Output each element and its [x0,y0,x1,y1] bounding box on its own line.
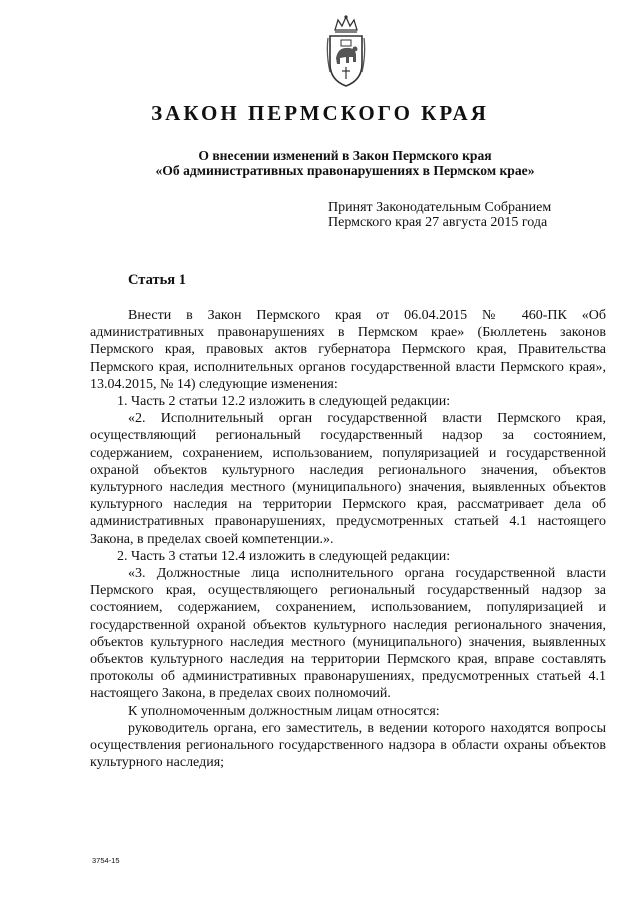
law-title: ЗАКОН ПЕРМСКОГО КРАЯ [151,101,489,125]
adoption-note [328,200,551,230]
document-code: 3754-15 [92,856,120,865]
law-subtitle [0,148,640,178]
adoption-line-2: Пермского края 27 августа 2015 года [328,215,548,230]
paragraph-item-2: 2. Часть 3 статьи 12.4 изложить в следующей редакции: [117,548,451,564]
subtitle-line-2: «Об административных правонарушениях в Пермском крае» [155,163,535,178]
article-heading: Статья 1 [128,272,186,288]
paragraph-officials-head: руководитель органа, его заместитель, в ведении которого находятся вопросы осуществления регионального государственного надзора в области охраны объектов культурного наследия; [90,720,606,771]
paragraph-new-part-3: «3. Должностные лица исполнительного органа государственной власти Пермского края, осуществляющего региональный государственный надзор за состоянием, содержанием, сохранением, использованием, популяризацией и государственной охраной объектов культурного наследия регионального значения, объектов культурного наследия местного (муниципального) значения, выявленных объектов культурного наследия на территории Пермского края, вправе составлять протоколы об административных правонарушениях, предусмотренных статьей 4.1 настоящего Закона, в пределах своих полномочий. [90,566,606,702]
adoption-line-1: Принят Законодательным Собранием [328,200,552,215]
paragraph-intro: Внести в Закон Пермского края от 06.04.2015 № 460-ПК «Об административных правонарушениях в Пермском крае» (Бюллетень законов Пермского края, правовых актов губернатора Пермского края, Правительства Пермского края, исполнительных органов государственной власти Пермского края», 13.04.2015, № 14) следующие изменения: [90,308,606,392]
paragraph-officials-intro: К уполномоченным должностным лицам относятся: [128,703,440,719]
paragraph-new-part-2: «2. Исполнительный орган государственной власти Пермского края, осуществляющий региональный государственный надзор за состоянием, содержанием, сохранением, использованием, популяризацией и государственной охраной объектов культурного наследия регионального значения, объектов культурного наследия местного (муниципального) значения, выявленных объектов культурного наследия на территории Пермского края, рассматривает дела об административных правонарушениях, предусмотренных статьей 4.1 настоящего Закона, в пределах своей компетенции.». [90,411,606,547]
subtitle-line-1: О внесении изменений в Закон Пермского края [198,148,492,163]
article-body [90,307,606,771]
coat-of-arms-icon [326,14,366,88]
paragraph-item-1: 1. Часть 2 статьи 12.2 изложить в следующей редакции: [117,394,451,410]
